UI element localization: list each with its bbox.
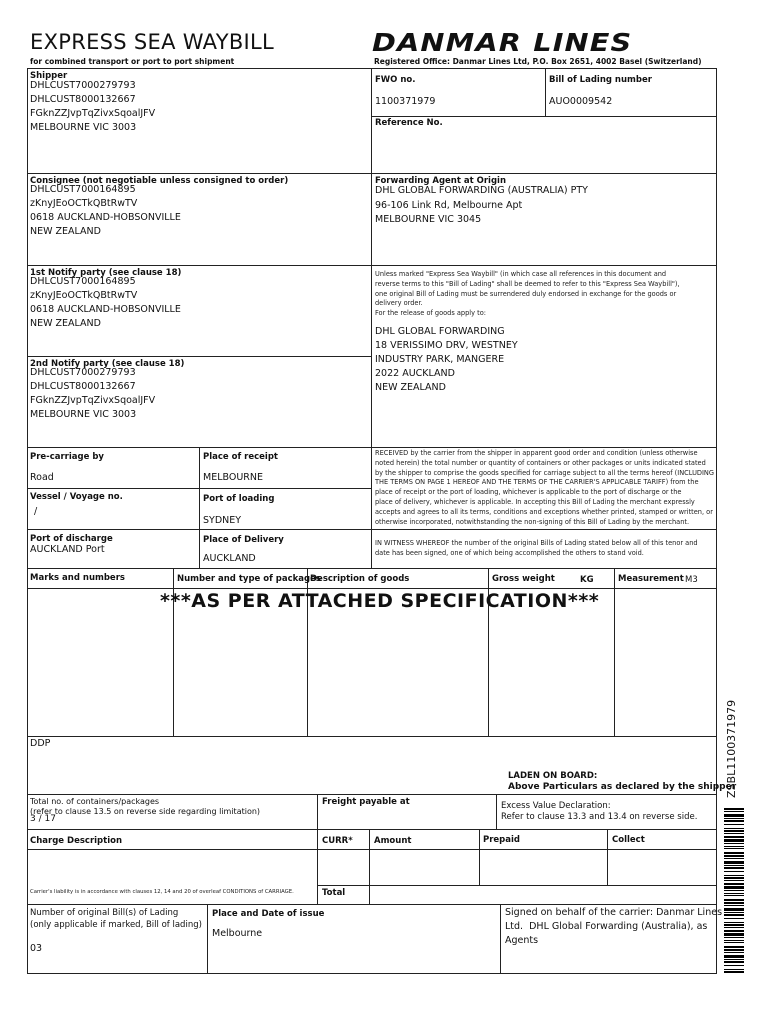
shipper-label: Shipper <box>30 71 68 81</box>
document-title: EXPRESS SEA WAYBILL <box>30 30 275 54</box>
laden-label: LADEN ON BOARD: <box>508 771 598 781</box>
prepaid-header: Prepaid <box>483 835 521 845</box>
shipper-line: FGknZZJvpTqZivxSqoalJFV <box>30 108 156 119</box>
release-to-line: INDUSTRY PARK, MANGERE <box>375 354 505 365</box>
port-of-loading-label: Port of loading <box>203 494 275 504</box>
containers-note: (refer to clause 13.5 on reverse side regarding limitation) <box>30 807 261 816</box>
shipper-line: DHLCUST7000279793 <box>30 80 136 91</box>
description-header: Description of goods <box>310 574 410 584</box>
gross-weight-header: Gross weight <box>492 574 555 584</box>
originals-note: (only applicable if marked, Bill of lading) <box>30 920 202 930</box>
consignee-line: DHLCUST7000164895 <box>30 184 136 195</box>
document-subtitle: for combined transport or port to port shipment <box>30 57 235 66</box>
currency-header: CURR* <box>322 836 353 846</box>
notify1-line: 0618 AUCKLAND-HOBSONVILLE <box>30 304 181 315</box>
notify1-line: NEW ZEALAND <box>30 318 101 329</box>
notify2-line: DHLCUST8000132667 <box>30 381 136 392</box>
pre-carriage-value: Road <box>30 472 54 483</box>
consignee-line: 0618 AUCKLAND-HOBSONVILLE <box>30 212 181 223</box>
ddp-terms: DDP <box>30 738 51 749</box>
notify2-line: MELBOURNE VIC 3003 <box>30 409 137 420</box>
forwarding-agent-line: DHL GLOBAL FORWARDING (AUSTRALIA) PTY <box>375 185 588 196</box>
side-document-code: ZSBL1100371979 <box>725 699 738 798</box>
laden-value: Above Particulars as declared by the shipper <box>508 782 737 792</box>
excess-label: Excess Value Declaration: <box>501 801 611 811</box>
notify2-label: 2nd Notify party (see clause 18) <box>30 359 185 369</box>
release-to-line: DHL GLOBAL FORWARDING <box>375 326 505 337</box>
notify1-line: zKnyJEoOCTkQBtRwTV <box>30 290 138 301</box>
marks-header: Marks and numbers <box>30 573 125 583</box>
excess-value: Refer to clause 13.3 and 13.4 on reverse side. <box>501 812 698 822</box>
forwarding-agent-line: MELBOURNE VIC 3045 <box>375 214 482 225</box>
pre-carriage-label: Pre-carriage by <box>30 452 104 462</box>
place-of-receipt-label: Place of receipt <box>203 452 278 462</box>
registered-office: Registered Office: Danmar Lines Ltd, P.O. Box 2651, 4002 Basel (Switzerland) <box>374 57 702 66</box>
notify1-label: 1st Notify party (see clause 18) <box>30 268 182 278</box>
containers-value: 3 / 17 <box>30 814 56 824</box>
port-of-loading-value: SYDNEY <box>203 515 242 526</box>
port-of-discharge-label: Port of discharge <box>30 534 113 544</box>
liability-note: Carrier's liability is in accordance with clauses 12, 14 and 20 of overleaf CONDITIONS of CARRIAGE. <box>30 889 294 895</box>
fwo-label: FWO no. <box>375 75 416 85</box>
notify2-line: DHLCUST7000279793 <box>30 367 136 378</box>
issue-label: Place and Date of issue <box>212 909 325 919</box>
total-label: Total <box>322 888 346 898</box>
forwarding-agent-line: 96-106 Link Rd, Melbourne Apt <box>375 200 523 211</box>
vessel-value: / <box>34 506 38 517</box>
company-logo: DANMAR LINES <box>372 28 633 57</box>
signed-line: Ltd. DHL Global Forwarding (Australia), as <box>505 921 708 932</box>
issue-value: Melbourne <box>212 928 263 939</box>
specification-note: ***AS PER ATTACHED SPECIFICATION*** <box>160 590 600 612</box>
packages-header: Number and type of packages <box>177 574 321 584</box>
barcode-image <box>724 808 744 974</box>
release-to-line: 2022 AUCKLAND <box>375 368 455 379</box>
amount-header: Amount <box>374 836 412 846</box>
release-to-line: NEW ZEALAND <box>375 382 446 393</box>
consignee-line: zKnyJEoOCTkQBtRwTV <box>30 198 138 209</box>
vessel-label: Vessel / Voyage no. <box>30 492 123 502</box>
release-text: Unless marked "Express Sea Waybill" (in which case all references in this document and reverse terms to this "Bill of Lading" shall be deemed to refer to this "Express Sea Waybill"), one original Bill of Lading must be surrendered duly endorsed in exchange for the goods or delivery order. For the release of goods apply to: <box>375 270 680 318</box>
received-clause: RECEIVED by the carrier from the shipper in apparent good order and condition (unless otherwise noted herein) the total number or quantity of containers or other packages or units indicated stated by the shipper to comprise the goods specified for carriage subject to all the terms hereof (INCLUDING THE TERMS ON PAGE 1 HEREOF AND THE TERMS OF THE CARRIER'S APPLICABLE TARIFF) from the place of receipt or the port of loading, whichever is applicable to the port of discharge or the place of delivery, whichever is applicable. In accepting this Bill of Lading the merchant expressly accepts and agrees to all its terms, conditions and exceptions whether printed, stamped or written, or otherwise incorporated, notwithstanding the non-signing of this Bill of Lading by the merchant. <box>375 449 714 526</box>
release-to-line: 18 VERISSIMO DRV, WESTNEY <box>375 340 518 351</box>
notify1-line: DHLCUST7000164895 <box>30 276 136 287</box>
charge-description-header: Charge Description <box>30 836 123 846</box>
containers-label: Total no. of containers/packages <box>30 797 160 806</box>
witness-clause: IN WITNESS WHEREOF the number of the original Bills of Lading stated below all of this tenor and date has been signed, one of which being accomplished the others to stand void. <box>375 539 698 557</box>
freight-label: Freight payable at <box>322 797 410 807</box>
consignee-line: NEW ZEALAND <box>30 226 101 237</box>
port-of-discharge-value: AUCKLAND Port <box>30 544 105 555</box>
fwo-value: 1100371979 <box>375 96 436 107</box>
measurement-unit: M3 <box>685 575 698 585</box>
originals-value: 03 <box>30 943 43 954</box>
bill-of-lading-value: AUO0009542 <box>549 96 613 107</box>
signed-line: Signed on behalf of the carrier: Danmar Lines <box>505 907 723 918</box>
bill-of-lading-label: Bill of Lading number <box>549 75 652 85</box>
originals-label: Number of original Bill(s) of Lading <box>30 908 179 918</box>
shipper-line: MELBOURNE VIC 3003 <box>30 122 137 133</box>
consignee-label: Consignee (not negotiable unless consigned to order) <box>30 176 289 186</box>
reference-label: Reference No. <box>375 118 443 128</box>
measurement-header: Measurement <box>618 574 684 584</box>
forwarding-agent-label: Forwarding Agent at Origin <box>375 176 507 186</box>
place-of-delivery-value: AUCKLAND <box>203 553 256 564</box>
place-of-delivery-label: Place of Delivery <box>203 535 284 545</box>
collect-header: Collect <box>612 835 645 845</box>
weight-unit: KG <box>580 575 594 585</box>
place-of-receipt-value: MELBOURNE <box>203 472 263 483</box>
notify2-line: FGknZZJvpTqZivxSqoalJFV <box>30 395 156 406</box>
shipper-line: DHLCUST8000132667 <box>30 94 136 105</box>
signed-line: Agents <box>505 935 539 946</box>
